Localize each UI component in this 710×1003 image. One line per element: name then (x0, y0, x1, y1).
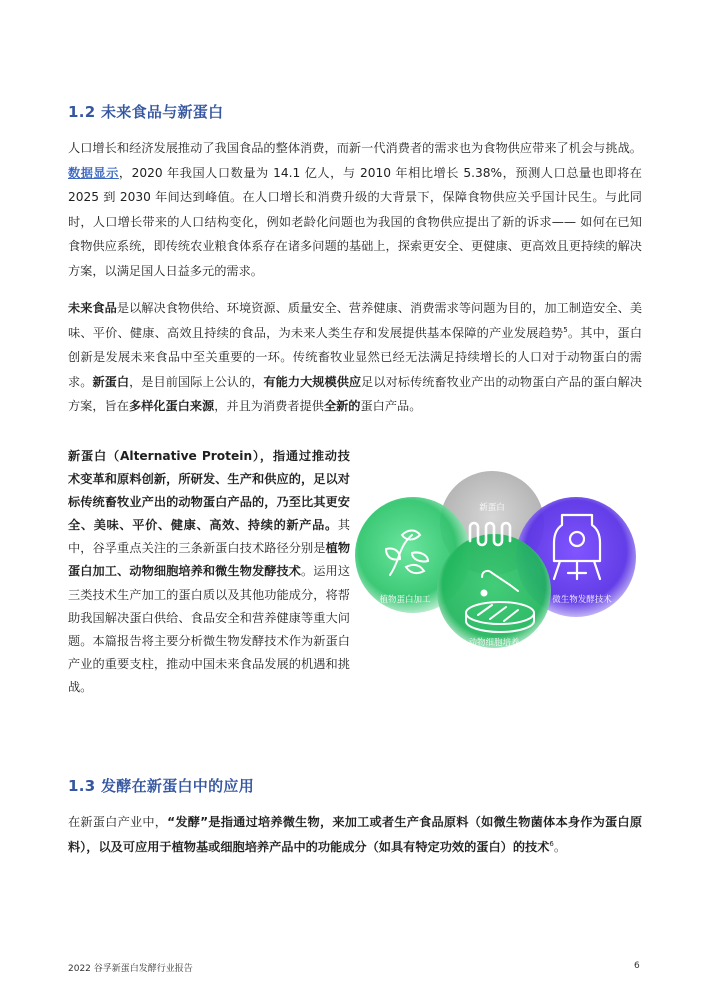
paragraph-text: 足以对标传统畜牧业产出的动物蛋白产品的蛋白解决方案，旨在 (68, 374, 643, 413)
footnote-ref-6[interactable]: 6 (549, 839, 554, 848)
paragraph-text: ，2020 年我国人口数量为 14.1 亿人，与 2010 年相比增长 5.38%，预测人口总量也即将在 2025 到 2030 年间达到峰值。在人口增长和消费升级的大背景下，保障食物供应关乎国计民生。与此同时，人口增长带来的人口结构变化，例如老龄化问题也为我国的食物供应提出了新的诉求—— 如何在已知食物供应系统，即传统农业粮食体系存在诸多问题的基础上，探索更安全、更健康、更高效且更持续的解决方案，以满足国人日益多元的需求。 (68, 165, 642, 278)
label-cell-culture: 动物细胞培养 (468, 638, 520, 648)
paragraph-population (68, 136, 642, 283)
footer-report-title: 2022 谷孚新蛋白发酵行业报告 (68, 964, 193, 974)
paragraph-text: 是以解决食物供给、环境资源、质量安全、营养健康、消费需求等问题为目的，加工制造安全、美味、平价、健康、高效且持续的食品，为未来人类生存和发展提供基本保障的产业发展趋势 (68, 301, 643, 340)
emphasis-text: 植物蛋白加工、动物细胞培养和微生物发酵技术 (68, 541, 351, 579)
emphasis-text: 多样化蛋白来源 (128, 399, 215, 413)
new-protein-diagram (350, 465, 640, 665)
paragraph-text: 其中，谷孚重点关注的三条新蛋白技术路径分别是 (68, 518, 350, 556)
data-source-link[interactable]: 数据显示 (68, 165, 119, 180)
paragraph-text: 。运用这三类技术生产加工的蛋白质以及其他功能成分，将帮助我国解决蛋白供给、食品安全和营养健康等重大问题。本篇报告将主要分析微生物发酵技术作为新蛋白产业的重要支柱，推动中国未来食品发展的机遇和挑战。 (68, 564, 351, 694)
section-heading-1-3: 1.3 发酵在新蛋白中的应用 (68, 777, 254, 795)
emphasis-text: 有能力大规模供应 (263, 374, 362, 389)
paragraph-text: 人口增长和经济发展推动了我国食品的整体消费，而新一代消费者的需求也为食物供应带来了机会与挑战。 (68, 141, 642, 155)
paragraph-text: ，是目前国际上公认的， (129, 374, 264, 389)
label-fermentation: 微生物发酵技术 (552, 595, 612, 605)
paragraph-fermentation-definition (68, 810, 642, 859)
paragraph-text: 。其中，蛋白创新是发展未来食品中至关重要的一环。传统畜牧业显然已经无法满足持续增长的人口对于动物蛋白的需求。 (68, 325, 643, 389)
paragraph-text: 。 (553, 839, 567, 854)
definition-alternative-protein: 新蛋白（Alternative Protein），指通过推动技术变革和原料创新，所研发、生产和供应的，足以对标传统畜牧业产出的动物蛋白产品的，乃至比其更安全、美味、平价、健康、高效、持续的新产品。 (68, 449, 350, 533)
definition-fermentation: “发酵”是指通过培养微生物，来加工或者生产食品原料（如微生物菌体本身作为蛋白原料），以及可应用于植物基或细胞培养产品中的功能成分（如具有特定功效的蛋白）的技术 (68, 815, 643, 854)
term-future-food: 未来食品 (68, 301, 117, 315)
emphasis-text: 全新的 (323, 399, 361, 413)
footer-page-number: 6 (634, 961, 640, 971)
paragraph-alternative-protein (68, 445, 350, 699)
label-plant-protein: 植物蛋白加工 (379, 595, 431, 605)
paragraph-text: 在新蛋白产业中， (68, 815, 168, 829)
term-new-protein: 新蛋白 (92, 374, 130, 389)
footnote-ref-5[interactable]: 5 (563, 325, 568, 334)
label-new-protein: 新蛋白 (479, 503, 505, 513)
paragraph-text: 蛋白产品。 (360, 399, 422, 413)
paragraph-future-food (68, 296, 642, 419)
section-heading-1-2: 1.2 未来食品与新蛋白 (68, 103, 224, 121)
paragraph-text: ，并且为消费者提供 (214, 399, 324, 413)
